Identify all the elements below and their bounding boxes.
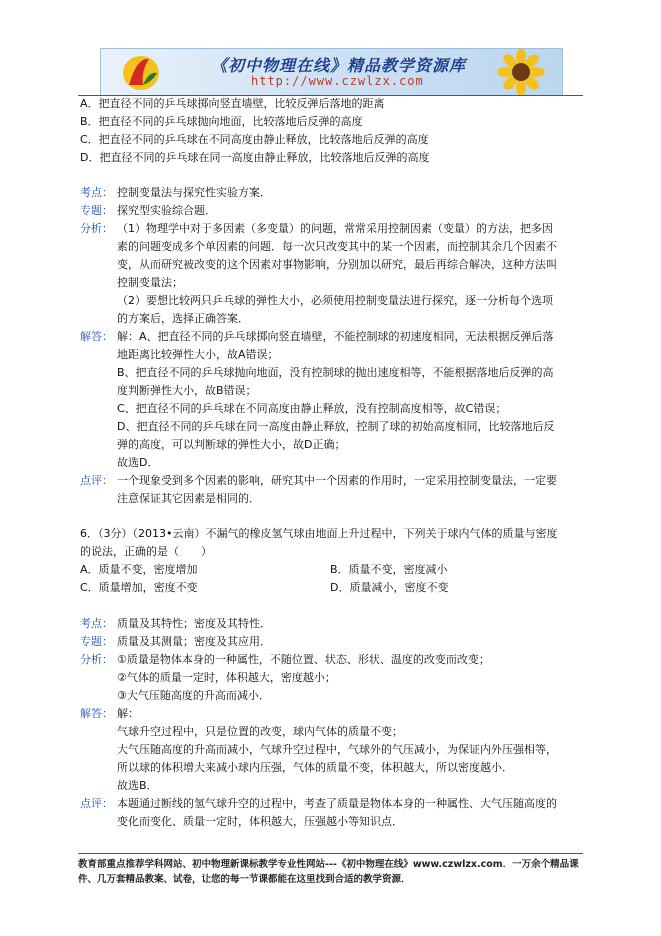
q6-fenxi-line: ③大气压随高度的升高而减小． xyxy=(117,689,270,702)
footer-line: 件、几万套精品教案、试卷，让您的每一节课都能在这里找到合适的教学资源． xyxy=(78,874,411,885)
q5-option-b: B．把直径不同的乒乓球抛向地面，比较落地后反弹的高度 xyxy=(80,115,363,128)
header-banner xyxy=(100,48,563,96)
q5-jieda-line: C、把直径不同的乒乓球在不同高度由静止释放，没有控制高度相等，故C错误； xyxy=(117,402,507,415)
site-url[interactable]: http://www.czwlzx.com xyxy=(251,74,424,88)
q6-jieda-line: 解： xyxy=(117,707,139,720)
footer-divider xyxy=(78,853,583,854)
q6-fenxi-line: ①质量是物体本身的一种属性，不随位置、状态、形状、温度的改变而改变； xyxy=(117,653,490,666)
q6-stem-line: 的说法，正确的是（ ） xyxy=(80,545,212,558)
q6-jieda-line: 大气压随高度的升高而减小，气球升空过程中，气球外的气压减小，为保证内外压强相等， xyxy=(117,743,557,756)
q5-jieda-label: 解答： xyxy=(80,330,113,343)
q5-fenxi-line: 的方案后，选择正确答案． xyxy=(117,312,249,325)
q5-kaodian: 控制变量法与探究性实验方案． xyxy=(117,186,271,199)
q5-jieda-line: B、把直径不同的乒乓球抛向地面，没有控制球的抛出速度相等，不能根据落地后反弹的高 xyxy=(117,366,554,379)
q6-jieda-line: 所以球的体积增大来减小球内压强，气体的质量不变，体积越大，所以密度越小． xyxy=(117,761,513,774)
q5-jieda-line: D、把直径不同的乒乓球在同一高度由静止释放，控制了球的初始高度相同，比较落地后反 xyxy=(117,420,555,433)
header-divider xyxy=(78,95,583,96)
q5-fenxi-line: 控制变量法； xyxy=(117,276,183,289)
q6-jieda-label: 解答： xyxy=(80,707,113,720)
q5-fenxi-line: 变，从而研究被改变的这个因素对事物影响，分别加以研究，最后再综合解决，这种方法叫 xyxy=(117,258,557,271)
q5-fenxi-line: （1）物理学中对于多因素（多变量）的问题，常常采用控制因素（变量）的方法，把多因 xyxy=(117,222,553,235)
q5-kaodian-label: 考点： xyxy=(80,186,113,199)
q5-dianping-line: 一个现象受到多个因素的影响，研究其中一个因素的作用时，一定采用控制变量法，一定要 xyxy=(117,474,557,487)
q5-option-a: A．把直径不同的乒乓球掷向竖直墙壁，比较反弹后落地的距离 xyxy=(80,97,385,110)
q5-fenxi-label: 分析： xyxy=(80,222,113,235)
q6-zhuanti: 质量及其测量；密度及其应用． xyxy=(117,635,271,648)
q6-kaodian: 质量及其特性；密度及其特性． xyxy=(117,617,271,630)
q5-jieda-line: 弹的高度，可以判断球的弹性大小，故D正确； xyxy=(117,438,346,451)
q5-dianping-label: 点评： xyxy=(80,474,113,487)
q6-kaodian-label: 考点： xyxy=(80,617,113,630)
q5-jieda-line: 故选D． xyxy=(117,456,159,469)
q6-stem-line: 6．（3分）（2013•云南）不漏气的橡皮氢气球由地面上升过程中，下列关于球内气体的质量与密度 xyxy=(80,527,558,540)
sunflower-icon xyxy=(486,49,556,95)
q6-jieda-line: 故选B． xyxy=(117,779,158,792)
q5-fenxi-line: 素的问题变成多个单因素的问题．每一次只改变其中的某一个因素，而控制其余几个因素不 xyxy=(117,240,557,253)
q5-fenxi-line: （2）要想比较两只乒乓球的弹性大小，必须使用控制变量法进行探究，逐一分析每个选项 xyxy=(117,294,553,307)
q6-option-b: B．质量不变，密度减小 xyxy=(330,563,448,576)
q5-zhuanti-label: 专题： xyxy=(80,204,113,217)
q6-jieda-line: 气球升空过程中，只是位置的改变，球内气体的质量不变； xyxy=(117,725,403,738)
site-logo-icon xyxy=(119,51,163,93)
q5-jieda-line: 地距离比较弹性大小，故A错误； xyxy=(117,348,279,361)
q5-option-d: D．把直径不同的乒乓球在同一高度由静止释放，比较落地后反弹的高度 xyxy=(80,151,430,164)
q6-zhuanti-label: 专题： xyxy=(80,635,113,648)
q5-zhuanti: 探究型实验综合题． xyxy=(117,204,216,217)
site-title: 《初中物理在线》精品教学资源库 xyxy=(211,56,467,75)
q5-dianping-line: 注意保证其它因素是相同的． xyxy=(117,492,260,505)
footer-line: 教育部重点推荐学科网站、初中物理新课标教学专业性网站---《初中物理在线》www.czwlzx.com．一万余个精品课 xyxy=(78,859,579,870)
q5-jieda-line: 度判断弹性大小，故B错误； xyxy=(117,384,257,397)
q6-dianping-label: 点评： xyxy=(80,797,113,810)
q6-option-c: C．质量增加，密度不变 xyxy=(80,581,198,594)
q6-dianping-line: 变化而变化、质量一定时，体积越大，压强越小等知识点． xyxy=(117,815,403,828)
q6-fenxi-line: ②气体的质量一定时，体积越大，密度越小； xyxy=(117,671,336,684)
q6-dianping-line: 本题通过断线的氢气球升空的过程中，考查了质量是物体本身的一种属性、大气压随高度的 xyxy=(117,797,557,810)
q5-jieda-line: 解：A、把直径不同的乒乓球掷向竖直墙壁，不能控制球的初速度相同，无法根据反弹后落 xyxy=(117,330,554,343)
q5-option-c: C．把直径不同的乒乓球在不同高度由静止释放，比较落地后反弹的高度 xyxy=(80,133,429,146)
q6-fenxi-label: 分析： xyxy=(80,653,113,666)
q6-option-a: A．质量不变，密度增加 xyxy=(80,563,198,576)
q6-option-d: D．质量减小，密度不变 xyxy=(330,581,449,594)
